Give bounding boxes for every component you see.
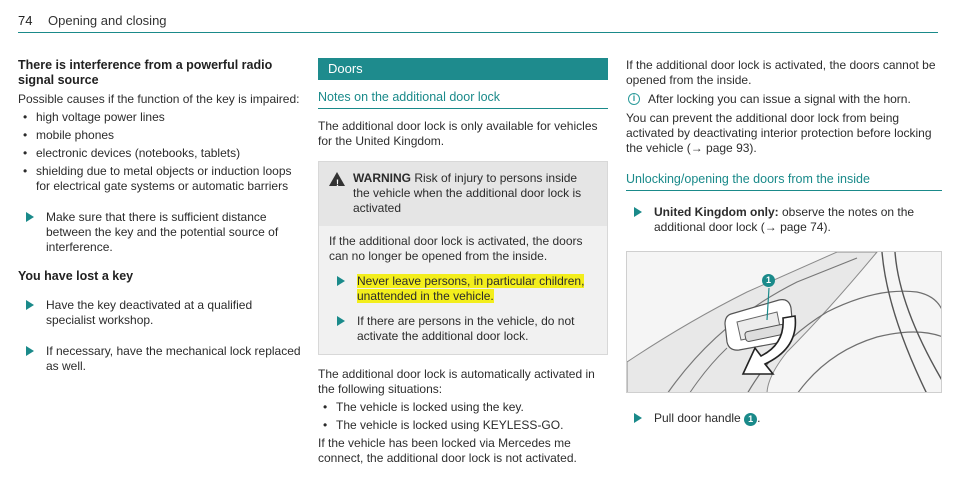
note-text: After locking you can issue a signal with the horn.: [648, 92, 911, 106]
warning-body: [319, 226, 607, 354]
arrow-step-icon: [634, 207, 642, 217]
warning-triangle-icon: !: [329, 172, 345, 186]
step-text: If necessary, have the mechanical lock replaced as well.: [46, 344, 301, 373]
warning-box: [318, 161, 608, 355]
lost-key-heading: You have lost a key: [18, 269, 134, 283]
callout-1-icon: 1: [744, 413, 757, 426]
mercedes-me-note: If the vehicle has been locked via Mercedes me connect, the additional door lock is not activated.: [318, 436, 577, 465]
warning-step-2: [329, 314, 597, 344]
warning-text: Risk of injury to persons inside the vehicle when the additional door lock is activated: [353, 171, 582, 215]
lost-key-step-2: [18, 344, 303, 374]
warning-body-text: If the additional door lock is activated, the doors can no longer be opened from the inside.: [329, 234, 583, 263]
horn-note: [626, 92, 942, 107]
arrow-step-icon: [634, 413, 642, 423]
prevent-text: You can prevent the additional door lock from being activated by deactivating interior protection before locking the vehicle (→ page 93).: [626, 111, 932, 155]
cannot-open-text: If the additional door lock is activated, the doors cannot be opened from the inside.: [626, 58, 936, 87]
arrow-step-icon: [26, 346, 34, 356]
arrow-step-icon: [26, 212, 34, 222]
column-2: [318, 58, 608, 466]
warning-header: [319, 162, 607, 226]
step-text: Have the key deactivated at a qualified specialist workshop.: [46, 298, 253, 327]
list-item: • The vehicle is locked using KEYLESS-GO.: [318, 418, 608, 433]
pull-handle-step: Pull door handle 1 .: [626, 411, 942, 426]
unlocking-subtitle: Unlocking/opening the doors from the inside: [626, 172, 870, 186]
interference-step: [18, 210, 303, 255]
door-handle-figure: [626, 251, 942, 393]
list-item: • The vehicle is locked using the key.: [318, 400, 608, 415]
column-3: [626, 58, 942, 426]
door-handle-illustration: [627, 252, 942, 393]
step-text: Pull door handle: [654, 411, 741, 425]
subtitle-rule: [626, 190, 942, 191]
auto-activation-list: [318, 400, 608, 433]
uk-label: United Kingdom only:: [654, 205, 779, 219]
note-info-icon: i: [628, 93, 640, 105]
list-item: • shielding due to metal objects or induction loops for electrical gate systems or automatic barriers: [18, 164, 303, 194]
doors-band: Doors: [318, 58, 608, 80]
causes-list: [18, 110, 303, 194]
callout-1-icon: 1: [762, 274, 775, 287]
lost-key-step-1: [18, 298, 303, 328]
auto-activation-intro: The additional door lock is automatically activated in the following situations:: [318, 367, 595, 396]
list-item: • electronic devices (notebooks, tablets): [18, 146, 303, 161]
page-header: [18, 8, 938, 34]
section-title: Opening and closing: [48, 13, 167, 28]
step-text: observe the notes on the additional door lock (→ page 74).: [654, 205, 915, 234]
interference-heading: There is interference from a powerful radio signal source: [18, 58, 273, 87]
step-text: If there are persons in the vehicle, do not activate the additional door lock.: [357, 314, 575, 343]
arrow-step-icon: [337, 316, 345, 326]
warning-label: WARNING: [353, 171, 411, 185]
arrow-step-icon: [26, 300, 34, 310]
page-number: 74: [18, 13, 33, 28]
header-rule: [18, 32, 938, 33]
availability-text: The additional door lock is only available for vehicles for the United Kingdom.: [318, 119, 598, 148]
highlighted-step-text: Never leave persons, in particular children, unattended in the vehicle.: [357, 274, 585, 303]
step-text: Make sure that there is sufficient distance between the key and the potential source of interference.: [46, 210, 279, 254]
uk-step: [626, 205, 942, 235]
column-1: [18, 58, 303, 374]
subtitle-rule: [318, 108, 608, 109]
warning-step-1: [329, 274, 597, 304]
list-item: • mobile phones: [18, 128, 303, 143]
interference-intro: Possible causes if the function of the key is impaired:: [18, 92, 300, 106]
notes-subtitle: Notes on the additional door lock: [318, 90, 501, 104]
list-item: • high voltage power lines: [18, 110, 303, 125]
arrow-step-icon: [337, 276, 345, 286]
